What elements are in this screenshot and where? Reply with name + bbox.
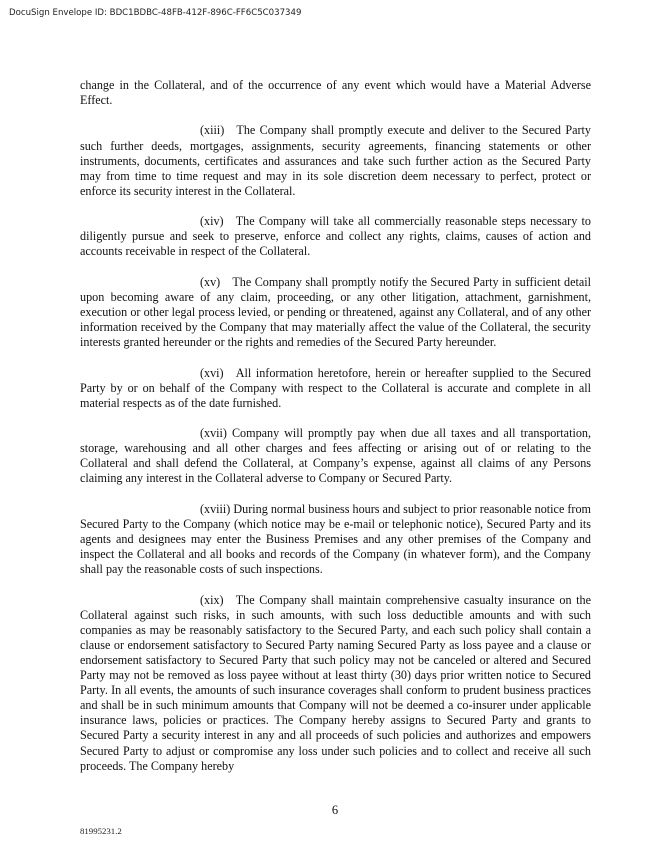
paragraph-xv: (xv) The Company shall promptly notify the Secured Party in sufficient detail upon becoming aware of any claim, proceeding, or any other litigation, attachment, garnishment, execution or other legal process levied, or pending or threatened, against any Collateral, and of any other information received by the Company that may materially affect the value of the Collateral, the security interests granted hereunder or the rights and remedies of the Secured Party hereunder. (80, 274, 591, 350)
paragraph-xviii: (xviii) During normal business hours and subject to prior reasonable notice from Secured Party to the Company (which notice may be e-mail or telephonic notice), Secured Party and its agents and designees may enter the Business Premises and any other premises of the Company and inspect the Collateral and all books and records of the Company (in whatever form), and the Company shall pay the reasonable costs of such inspections. (80, 501, 591, 577)
document-code: 81995231.2 (80, 826, 122, 836)
paragraph-xiv: (xiv) The Company will take all commercially reasonable steps necessary to diligently pursue and seek to preserve, enforce and collect any rights, claims, causes of action and accounts receivable in respect of the Collateral. (80, 214, 591, 259)
paragraph-xix: (xix) The Company shall maintain comprehensive casualty insurance on the Collateral against such risks, in such amounts, with such loss deductible amounts and with such companies as may be reasonably satisfactory to the Secured Party, and each such policy shall contain a clause or endorsement satisfactory to Secured Party naming Secured Party as loss payee and a clause or endorsement satisfactory to Secured Party that such policy may not be canceled or altered and Secured Party may not be removed as loss payee without at least thirty (30) days prior written notice to Secured Party. In all events, the amounts of such insurance coverages shall conform to prudent business practices and shall be in such minimum amounts that Company will not be deemed a co-insurer under applicable insurance laws, policies or practices. The Company hereby assigns to Secured Party and grants to Secured Party a security interest in any and all proceeds of such policies and authorizes and empowers Secured Party to adjust or compromise any loss under such policies and to collect and receive all such proceeds. The Company hereby (80, 592, 591, 773)
envelope-id-header: DocuSign Envelope ID: BDC1BDBC-48FB-412F-896C-FF6C5C037349 (9, 8, 302, 18)
paragraph-xvi: (xvi) All information heretofore, herein or hereafter supplied to the Secured Party by or on behalf of the Company with respect to the Collateral is accurate and complete in all material respects as of the date furnished. (80, 365, 591, 410)
paragraph-xiii: (xiii) The Company shall promptly execute and deliver to the Secured Party such further deeds, mortgages, assignments, security agreements, financing statements or other instruments, documents, certificates and assurances and take such further action as the Secured Party may from time to time request and may in its sole discretion deem necessary to perfect, protect or enforce its security interest in the Collateral. (80, 123, 591, 198)
body-text (80, 78, 591, 789)
paragraph-continuation: change in the Collateral, and of the occurrence of any event which would have a Material Adverse Effect. (80, 78, 591, 108)
page-number: 6 (331, 803, 339, 817)
paragraph-xvii: (xvii) Company will promptly pay when due all taxes and all transportation, storage, warehousing and all other charges and fees affecting or arising out of or relating to the Collateral and shall defend the Collateral, at Company’s expense, against all claims of any Persons claiming any interest in the Collateral adverse to Company or Secured Party. (80, 426, 591, 486)
